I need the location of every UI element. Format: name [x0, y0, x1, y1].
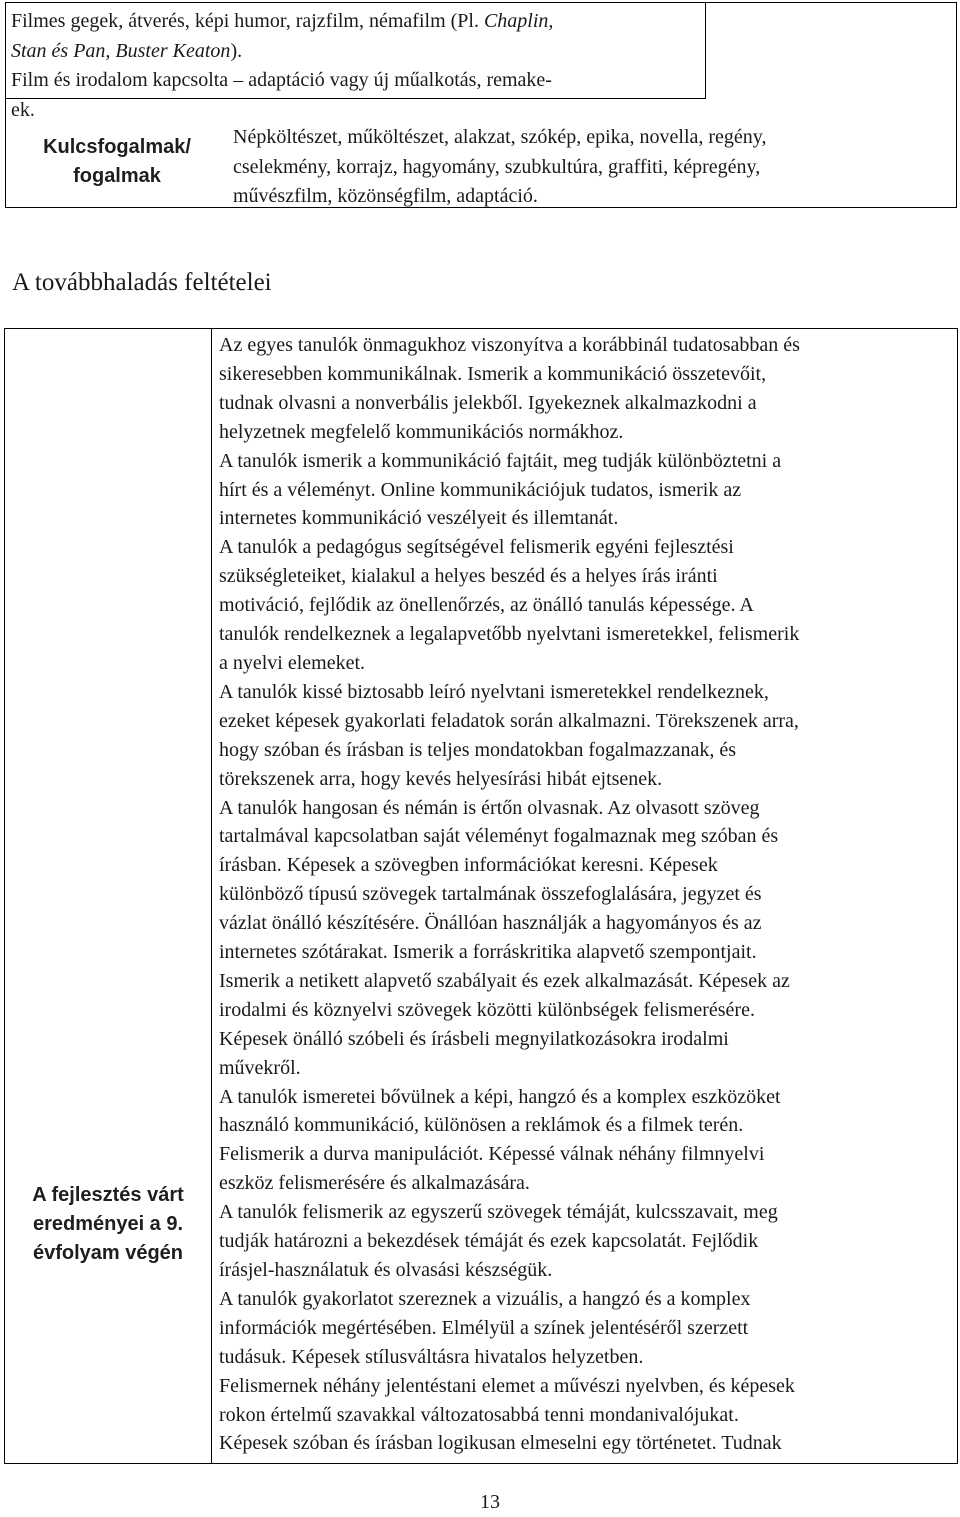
keywords-label — [6, 133, 228, 191]
outcomes-line: sikeresebben kommunikálnak. Ismerik a kommunikáció összetevőit, — [219, 362, 767, 385]
outcomes-line: A tanulók felismerik az egyszerű szövegek témáját, kulcsszavait, meg — [219, 1201, 778, 1224]
page-number: 13 — [480, 1491, 500, 1513]
outcomes-line: írásjel-használatuk és olvasási készségük. — [219, 1259, 553, 1281]
keywords-label-line: Kulcsfogalmak/ — [43, 136, 191, 158]
outcomes-line: tudják határozni a bekezdések témáját és ezek kapcsolatát. Fejlődik — [219, 1230, 759, 1253]
row1-line-2: Stan és Pan, Buster Keaton). — [11, 39, 243, 62]
outcomes-line: eszköz felismerésére és alkalmazására. — [219, 1172, 530, 1195]
outcomes-line: internetes szótárakat. Ismerik a forráskritika alapvető szempontjait. — [219, 941, 757, 964]
outcomes-line: helyzetnek megfelelő kommunikációs normákhoz. — [219, 420, 624, 443]
outcomes-line: tanulók rendelkeznek a legalapvetőbb nyelvtani ismeretekkel, felismerik — [219, 623, 800, 646]
outcomes-label-line: évfolyam végén — [32, 1242, 184, 1264]
keywords-line: cselekmény, korrajz, hagyomány, szubkultúra, graffiti, képregény, — [233, 155, 761, 178]
outcomes-line: motiváció, fejlődik az önellenőrzés, az önálló tanulás képessége. A — [219, 594, 754, 617]
outcomes-line: írásban. Képesek a szövegben információkat keresni. Képesek — [219, 854, 718, 877]
keywords-line: Népköltészet, műköltészet, alakzat, szókép, epika, novella, regény, — [233, 126, 767, 148]
outcomes-line: hírt és a véleményt. Online kommunikációjuk tudatos, ismerik az — [219, 478, 742, 501]
outcomes-line: A tanulók gyakorlatot szereznek a vizuális, a hangzó és a komplex — [219, 1287, 751, 1310]
row1-text — [11, 7, 711, 125]
outcomes-line: vázlat önálló készítésére. Önállóan használják a hagyományos és az — [219, 912, 762, 935]
top-table-row-content — [6, 3, 706, 121]
outcomes-label — [5, 1181, 211, 1268]
outcomes-line: művekről. — [219, 1056, 301, 1079]
row1-line-3: Film és irodalom kapcsolta – adaptáció vagy új műalkotás, remake- — [11, 69, 552, 91]
outcomes-line: rokon értelmű szavakkal változatosabbá tenni mondanivalójukat. — [219, 1403, 739, 1426]
outcomes-table — [4, 328, 958, 1464]
outcomes-line: használó kommunikáció, különösen a reklámok és a filmek terén. — [219, 1114, 744, 1137]
outcomes-line: hogy szóban és írásban is teljes mondatokban fogalmazzanak, és — [219, 738, 737, 761]
outcomes-text — [219, 331, 959, 1458]
section-heading: A továbbhaladás feltételei — [12, 269, 272, 296]
outcomes-line: tudásuk. Képesek stílusváltásra hivatalos helyzetben. — [219, 1345, 644, 1368]
row1-line-1: Filmes gegek, átverés, képi humor, rajzfilm, némafilm (Pl. Chaplin, — [11, 10, 554, 32]
outcomes-line: Képesek szóban és írásban logikusan elmeselni egy történetet. Tudnak — [219, 1432, 782, 1455]
outcomes-label-line: eredményei a 9. — [32, 1213, 184, 1235]
top-table — [5, 2, 957, 208]
outcomes-line: Ismerik a netikett alapvető szabályait és ezek alkalmazását. Képesek az — [219, 969, 790, 992]
outcomes-line: A tanulók ismerik a kommunikáció fajtáit, meg tudják különböztetni a — [219, 449, 782, 472]
outcomes-line: ezeket képesek gyakorlati feladatok során alkalmazni. Törekszenek arra, — [219, 709, 799, 732]
outcomes-line: A tanulók hangosan és némán is értőn olvasnak. Az olvasott szöveg — [219, 796, 760, 819]
outcomes-line: információk megértésében. Elmélyül a színek jelentéséről szerzett — [219, 1316, 749, 1339]
outcomes-line: a nyelvi elemeket. — [219, 651, 366, 674]
outcomes-line: különböző típusú szövegek tartalmának összefoglalására, jegyzet és — [219, 883, 762, 906]
outcomes-line: irodalmi és köznyelvi szövegek közötti különbségek felismerésére. — [219, 998, 755, 1021]
outcomes-line: törekszenek arra, hogy kevés helyesírási hibát ejtsenek. — [219, 767, 663, 790]
column-divider — [211, 329, 212, 1463]
outcomes-line: Felismernek néhány jelentéstani elemet a művészi nyelvben, és képesek — [219, 1374, 795, 1397]
outcomes-line: Képesek önálló szóbeli és írásbeli megnyilatkozásokra irodalmi — [219, 1027, 729, 1050]
outcomes-line: A tanulók a pedagógus segítségével felismerik egyéni fejlesztési — [219, 536, 734, 559]
outcomes-line: Az egyes tanulók önmagukhoz viszonyítva a korábbinál tudatosabban és — [219, 334, 800, 356]
outcomes-line: tudnak olvasni a nonverbális jelekből. Igyekeznek alkalmazkodni a — [219, 391, 757, 414]
keywords-line: művészfilm, közönségfilm, adaptáció. — [233, 185, 538, 207]
outcomes-label-line: A fejlesztés várt — [32, 1184, 184, 1206]
row1-line-4: ek. — [11, 98, 35, 121]
outcomes-line: A tanulók kissé biztosabb leíró nyelvtani ismeretekkel rendelkeznek, — [219, 680, 769, 703]
outcomes-line: Felismerik a durva manipulációt. Képessé válnak néhány filmnyelvi — [219, 1143, 765, 1166]
outcomes-line: szükségleteiket, kialakul a helyes beszéd és a helyes írás iránti — [219, 565, 718, 588]
outcomes-line: tartalmával kapcsolatban saját véleményt fogalmaznak meg szóban és — [219, 825, 779, 848]
keywords-label-line: fogalmak — [73, 165, 161, 187]
outcomes-line: A tanulók ismeretei bővülnek a képi, hangzó és a komplex eszközöket — [219, 1085, 781, 1108]
keywords-text — [233, 123, 958, 212]
outcomes-line: internetes kommunikáció veszélyeit és illemtanát. — [219, 507, 619, 530]
